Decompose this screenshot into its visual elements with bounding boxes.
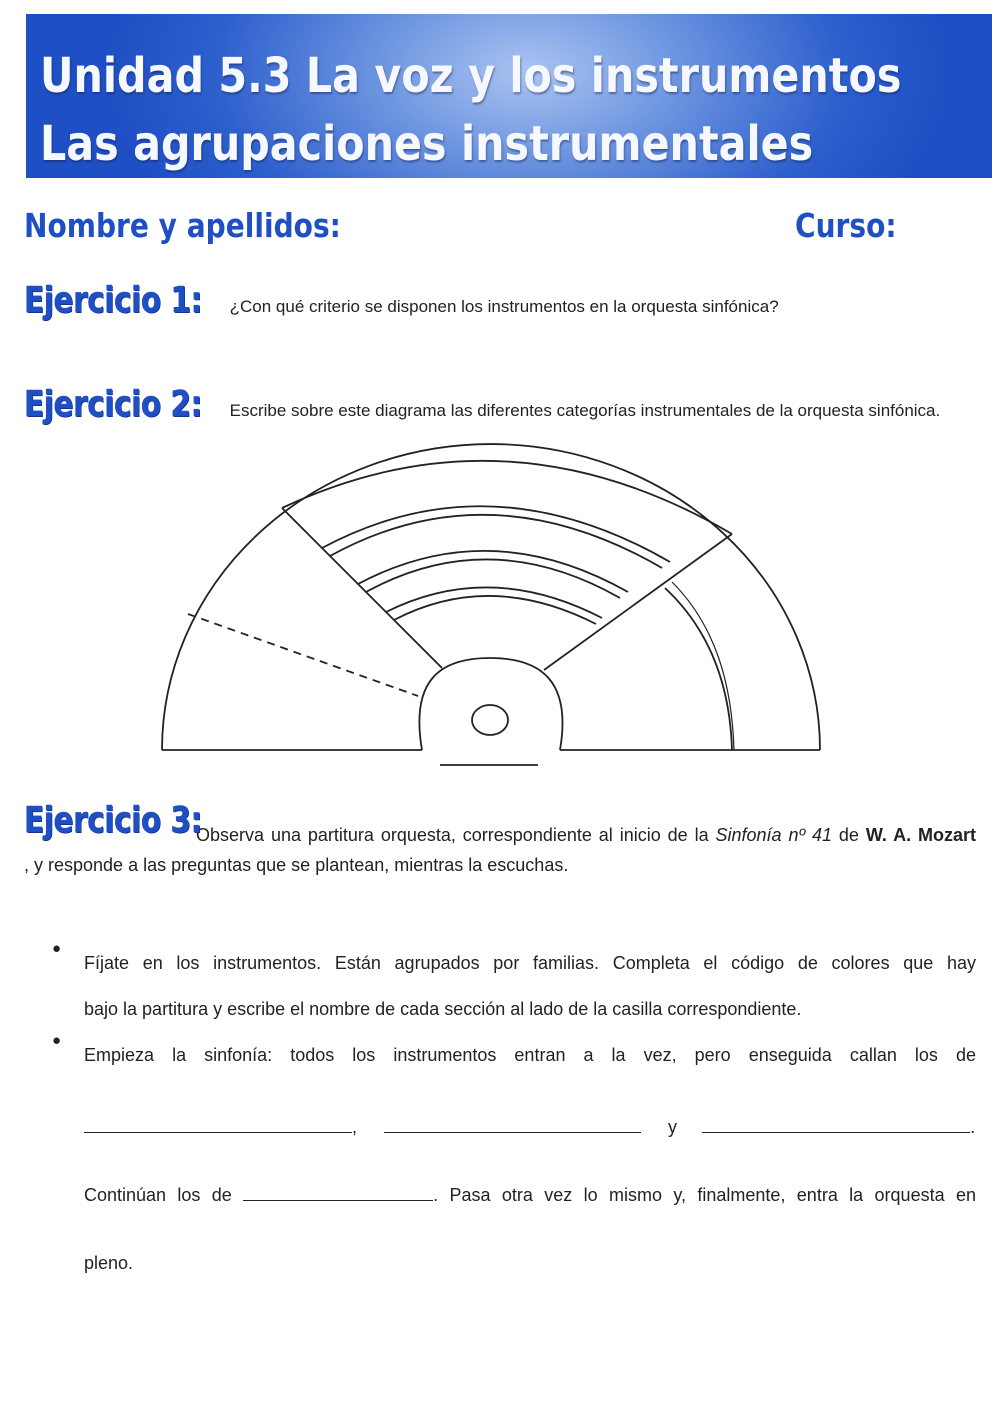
name-label: Nombre y apellidos: xyxy=(24,206,341,245)
exercise-1-question: ¿Con qué criterio se disponen los instrumentos en la orquesta sinfónica? xyxy=(229,297,779,316)
exercise-3-intro xyxy=(24,800,976,880)
bullet-symphony xyxy=(52,1032,976,1078)
blank-2[interactable] xyxy=(384,1114,641,1133)
blanks-row xyxy=(84,1114,976,1138)
orchestra-seating-diagram xyxy=(140,430,840,770)
bullet-dot-icon: ● xyxy=(52,940,62,957)
bullet-1-line-2: bajo la partitura y escribe el nombre de cada sección al lado de la casilla correspondiente. xyxy=(84,999,802,1019)
dashed-divider xyxy=(188,614,418,696)
arc-row-3b xyxy=(394,596,596,624)
period: . xyxy=(970,1117,976,1137)
outer-arc xyxy=(162,444,820,750)
exercise-1-title: Ejercicio 1: xyxy=(24,280,203,321)
exercise-3-title: Ejercicio 3: xyxy=(24,800,203,841)
exercise-2-title: Ejercicio 2: xyxy=(24,384,203,425)
conductor-circle xyxy=(472,705,508,735)
composer-name: W. A. Mozart xyxy=(865,825,976,845)
intro-text-2: de xyxy=(831,825,866,845)
intro-text-3: , y responde a las preguntas que se plantean, mientras la escuchas. xyxy=(24,855,569,875)
arc-right-inner xyxy=(672,582,734,750)
arc-row-2a xyxy=(358,551,628,592)
conductor-podium xyxy=(419,658,562,750)
symphony-title: Sinfonía nº 41 xyxy=(715,825,832,845)
bullet-colors xyxy=(52,940,976,1032)
exercise-3-questions xyxy=(52,940,976,1078)
bullet-dot-icon: ● xyxy=(52,1032,62,1049)
continue-rest: . Pasa otra vez lo mismo y, finalmente, entra la orquesta en xyxy=(433,1185,976,1205)
exercise-2 xyxy=(24,384,940,425)
arc-row-3a xyxy=(386,587,602,618)
arc-band-outer xyxy=(282,461,732,534)
separator-left xyxy=(282,508,442,668)
blank-4[interactable] xyxy=(243,1182,433,1201)
bullet-2-line-1: Empieza la sinfonía: todos los instrumentos entran a la vez, pero enseguida callan los de xyxy=(84,1045,976,1065)
continue-label: Continúan los de xyxy=(84,1185,232,1205)
unit-title: Unidad 5.3 La voz y los instrumentos xyxy=(40,48,902,104)
title-banner xyxy=(26,14,992,178)
continue-row xyxy=(84,1182,976,1206)
arc-row-2b xyxy=(366,559,620,598)
intro-text-1: Observa una partitura orquesta, correspondiente al inicio de la xyxy=(196,825,716,845)
last-word: pleno. xyxy=(84,1253,134,1273)
unit-subtitle: Las agrupaciones instrumentales xyxy=(40,116,814,172)
exercise-1 xyxy=(24,280,779,321)
exercise-2-question: Escribe sobre este diagrama las diferentes categorías instrumentales de la orquesta sinfónica. xyxy=(229,401,941,420)
course-label: Curso: xyxy=(795,206,897,245)
bullet-1-line-1: Fíjate en los instrumentos. Están agrupados por familias. Completa el código de colores que hay xyxy=(84,953,976,973)
conjunction-y: y xyxy=(668,1117,678,1137)
blank-1[interactable] xyxy=(84,1114,352,1133)
comma: , xyxy=(352,1117,358,1137)
blank-3[interactable] xyxy=(702,1114,970,1133)
